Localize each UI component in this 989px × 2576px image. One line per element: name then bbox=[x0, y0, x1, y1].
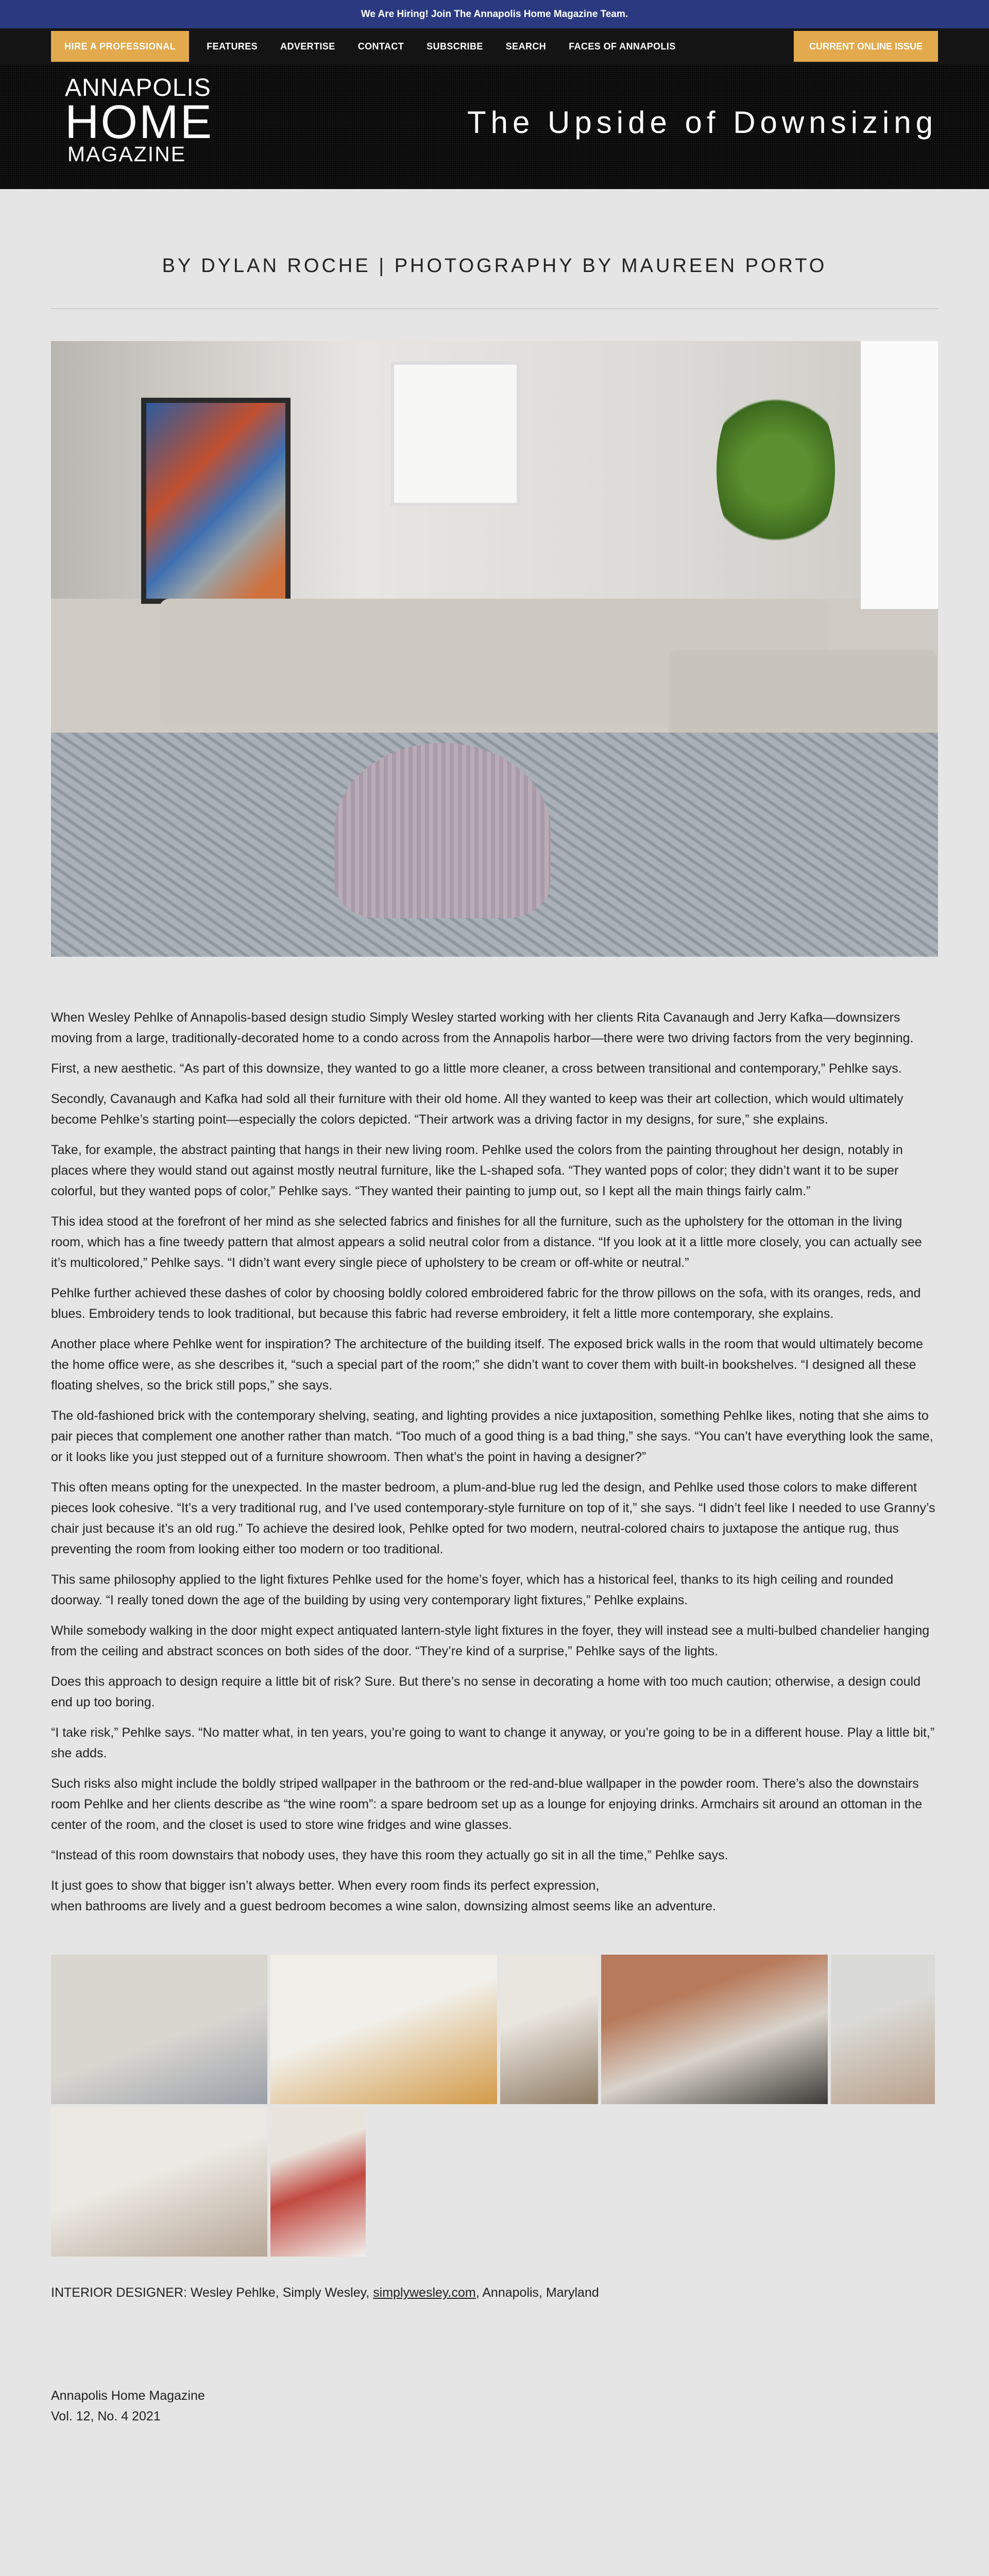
article-paragraph: Take, for example, the abstract painting that hangs in their new living room. Pehlke used the colors from the painting throughout her design, notably in places where they would stand out against mostly neutral furniture, like the L-shaped sofa. “They wanted pops of color; they didn’t want it to be super colorful, but they wanted pops of color,” Pehlke says. “They wanted their painting to jump out, so I kept all the main things fairly calm.” bbox=[51, 1143, 903, 1198]
nav-item-advertise[interactable]: ADVERTISE bbox=[280, 41, 335, 52]
hero-plant bbox=[717, 372, 835, 568]
current-issue-button[interactable]: CURRENT ONLINE ISSUE bbox=[794, 31, 938, 62]
designer-credit bbox=[51, 2282, 938, 2303]
nav-item-subscribe[interactable]: SUBSCRIBE bbox=[427, 41, 483, 52]
page-header bbox=[0, 64, 989, 189]
gallery-thumb-lounge[interactable] bbox=[831, 1955, 935, 2104]
gallery-thumb-powder-room[interactable] bbox=[270, 2107, 366, 2257]
article-paragraph: This idea stood at the forefront of her mind as she selected fabrics and finishes for all the furniture, such as the upholstery for the ottoman in the living room, which has a fine tweedy pattern that almost appears a solid neutral color from a distance. “If you look at it a little more closely, you can actually see it’s multicolored,” Pehlke says. “I didn’t want every single piece of upholstery to be cream or off-white or neutral.” bbox=[51, 1214, 922, 1270]
issue-name: Annapolis Home Magazine bbox=[51, 2388, 205, 2403]
issue-info bbox=[51, 2385, 938, 2427]
page-title: The Upside of Downsizing bbox=[467, 105, 937, 140]
nav-item-contact[interactable]: CONTACT bbox=[357, 41, 404, 52]
article-paragraph: This same philosophy applied to the light fixtures Pehlke used for the home’s foyer, which has a historical feel, thanks to its high ceiling and rounded doorway. “I really toned down the age of the building by using very contemporary light fixtures,” Pehlke explains. bbox=[51, 1572, 894, 1607]
logo-line-3: MAGAZINE bbox=[67, 142, 186, 166]
article-paragraph: This often means opting for the unexpected. In the master bedroom, a plum-and-blue rug led the design, and Pehlke used those colors to make different pieces look cohesive. “It’s a very traditional rug, and I’ve used contemporary-style furniture on top of it,” she says. “I didn’t feel like I needed to use Granny’s chair just because it’s an old rug.” To achieve the desired look, Pehlke opted for two modern, neutral-colored chairs to juxtapose the antique rug, thus preventing the room from looking either too modern or too traditional. bbox=[51, 1480, 935, 1556]
nav-item-search[interactable]: SEARCH bbox=[505, 41, 547, 52]
hire-professional-button[interactable]: HIRE A PROFESSIONAL bbox=[51, 31, 189, 62]
nav-item-features[interactable]: FEATURES bbox=[207, 41, 258, 52]
hero-painting bbox=[141, 398, 291, 604]
main-nav bbox=[0, 28, 989, 64]
article-paragraph: While somebody walking in the door might expect antiquated lantern-style light fixtures in the foyer, they will instead see a multi-bulbed chandelier hanging from the ceiling and abstract sconces on both sides of the door. “They’re kind of a surprise,” Pehlke says of the lights. bbox=[51, 1623, 930, 1658]
hero-ottoman bbox=[334, 743, 551, 918]
article-closing bbox=[51, 1875, 938, 1917]
designer-website-link[interactable]: simplywesley.com bbox=[373, 2285, 476, 2300]
credit-prefix: INTERIOR DESIGNER: Wesley Pehlke, Simply Wesley, bbox=[51, 2285, 373, 2300]
logo-line-2: HOME bbox=[65, 96, 213, 148]
hiring-banner bbox=[0, 0, 989, 28]
gallery-thumb-living-room[interactable] bbox=[51, 1955, 267, 2104]
article-main bbox=[0, 189, 989, 2427]
article-paragraph: Such risks also might include the boldly striped wallpaper in the bathroom or the red-and-blue wallpaper in the powder room. There’s also the downstairs room Pehlke and her clients describe as “the wine room”: a spare bedroom set up as a lounge for enjoying drinks. Armchairs sit around an ottoman in the center of the room, and the closet is used to store wine fridges and wine glasses. bbox=[51, 1776, 923, 1832]
article-paragraph: The old-fashioned brick with the contemporary shelving, seating, and lighting provides a nice juxtaposition, something Pehlke likes, noting that she aims to pair pieces that complement one another rather than match. “Too much of a good thing is a bad thing,” she says. “You can’t have everything look the same, or it looks like you just stepped out of a furniture showroom. Then what’s the point in having a designer?” bbox=[51, 1409, 933, 1464]
issue-volume: Vol. 12, No. 4 2021 bbox=[51, 2409, 161, 2424]
article-paragraph: Pehlke further achieved these dashes of color by choosing boldly colored embroidered fabric for the throw pillows on the sofa, with its oranges, reds, and blues. Embroidery tends to look traditional, but because this fabric had reverse embroidery, it felt a little more contemporary, she explains. bbox=[51, 1286, 921, 1321]
nav-links bbox=[207, 41, 698, 52]
hero-window bbox=[391, 362, 520, 506]
site-logo[interactable] bbox=[65, 74, 213, 166]
hiring-link[interactable]: We Are Hiring! Join The Annapolis Home Magazine Team. bbox=[361, 8, 628, 20]
gallery-thumb-kitchen[interactable] bbox=[270, 1955, 497, 2104]
credit-suffix: , Annapolis, Maryland bbox=[475, 2285, 599, 2300]
article-body bbox=[51, 1007, 938, 1917]
photo-gallery bbox=[51, 1955, 938, 2257]
byline-divider bbox=[51, 308, 938, 309]
gallery-thumb-office[interactable] bbox=[601, 1955, 828, 2104]
byline: BY DYLAN ROCHE | PHOTOGRAPHY BY MAUREEN PORTO bbox=[162, 255, 827, 277]
closing-line-1: It just goes to show that bigger isn’t always better. When every room finds its perfect expression, bbox=[51, 1878, 600, 1893]
article-paragraph: Another place where Pehlke went for inspiration? The architecture of the building itself. The exposed brick walls in the room that would ultimately become the home office were, as she describes it, “such a special part of the room;” she didn’t want to cover them with built-in bookshelves. “I designed all these floating shelves, so the brick still pops,” she says. bbox=[51, 1337, 924, 1393]
article-paragraph: “I take risk,” Pehlke says. “No matter what, in ten years, you’re going to want to change it anyway, or you’re going to be in a different house. Play a little bit,” she adds. bbox=[51, 1725, 935, 1760]
hero-side-window bbox=[861, 341, 938, 609]
nav-item-faces[interactable]: FACES OF ANNAPOLIS bbox=[569, 41, 676, 52]
article-paragraph: Does this approach to design require a little bit of risk? Sure. But there’s no sense in decorating a home with too much caution; otherwise, a design could end up too boring. bbox=[51, 1674, 921, 1709]
hero-photo-living-room bbox=[51, 341, 938, 957]
article-paragraph: When Wesley Pehlke of Annapolis-based design studio Simply Wesley started working with her clients Rita Cavanaugh and Jerry Kafka—downsizers moving from a large, traditionally-decorated home to a condo across from the Annapolis harbor—there were two driving factors from the very beginning. bbox=[51, 1010, 914, 1045]
logo-line-1: ANNAPOLIS bbox=[65, 74, 211, 101]
gallery-thumb-bedroom[interactable] bbox=[51, 2107, 267, 2257]
closing-line-2: when bathrooms are lively and a guest bedroom becomes a wine salon, downsizing almost seems like an adventure. bbox=[51, 1899, 716, 1913]
article-paragraph: “Instead of this room downstairs that nobody uses, they have this room they actually go sit in all the time,” Pehlke says. bbox=[51, 1848, 728, 1862]
article-paragraph: First, a new aesthetic. “As part of this downsize, they wanted to go a little more cleaner, a cross between transitional and contemporary,” Pehlke says. bbox=[51, 1061, 902, 1076]
article-paragraph: Secondly, Cavanaugh and Kafka had sold all their furniture with their old home. All they wanted to keep was their art collection, which would ultimately become Pehlke’s starting point—especially the colors depicted. “Their artwork was a driving factor in my designs, for sure,” she explains. bbox=[51, 1092, 903, 1127]
gallery-thumb-foyer[interactable] bbox=[500, 1955, 598, 2104]
